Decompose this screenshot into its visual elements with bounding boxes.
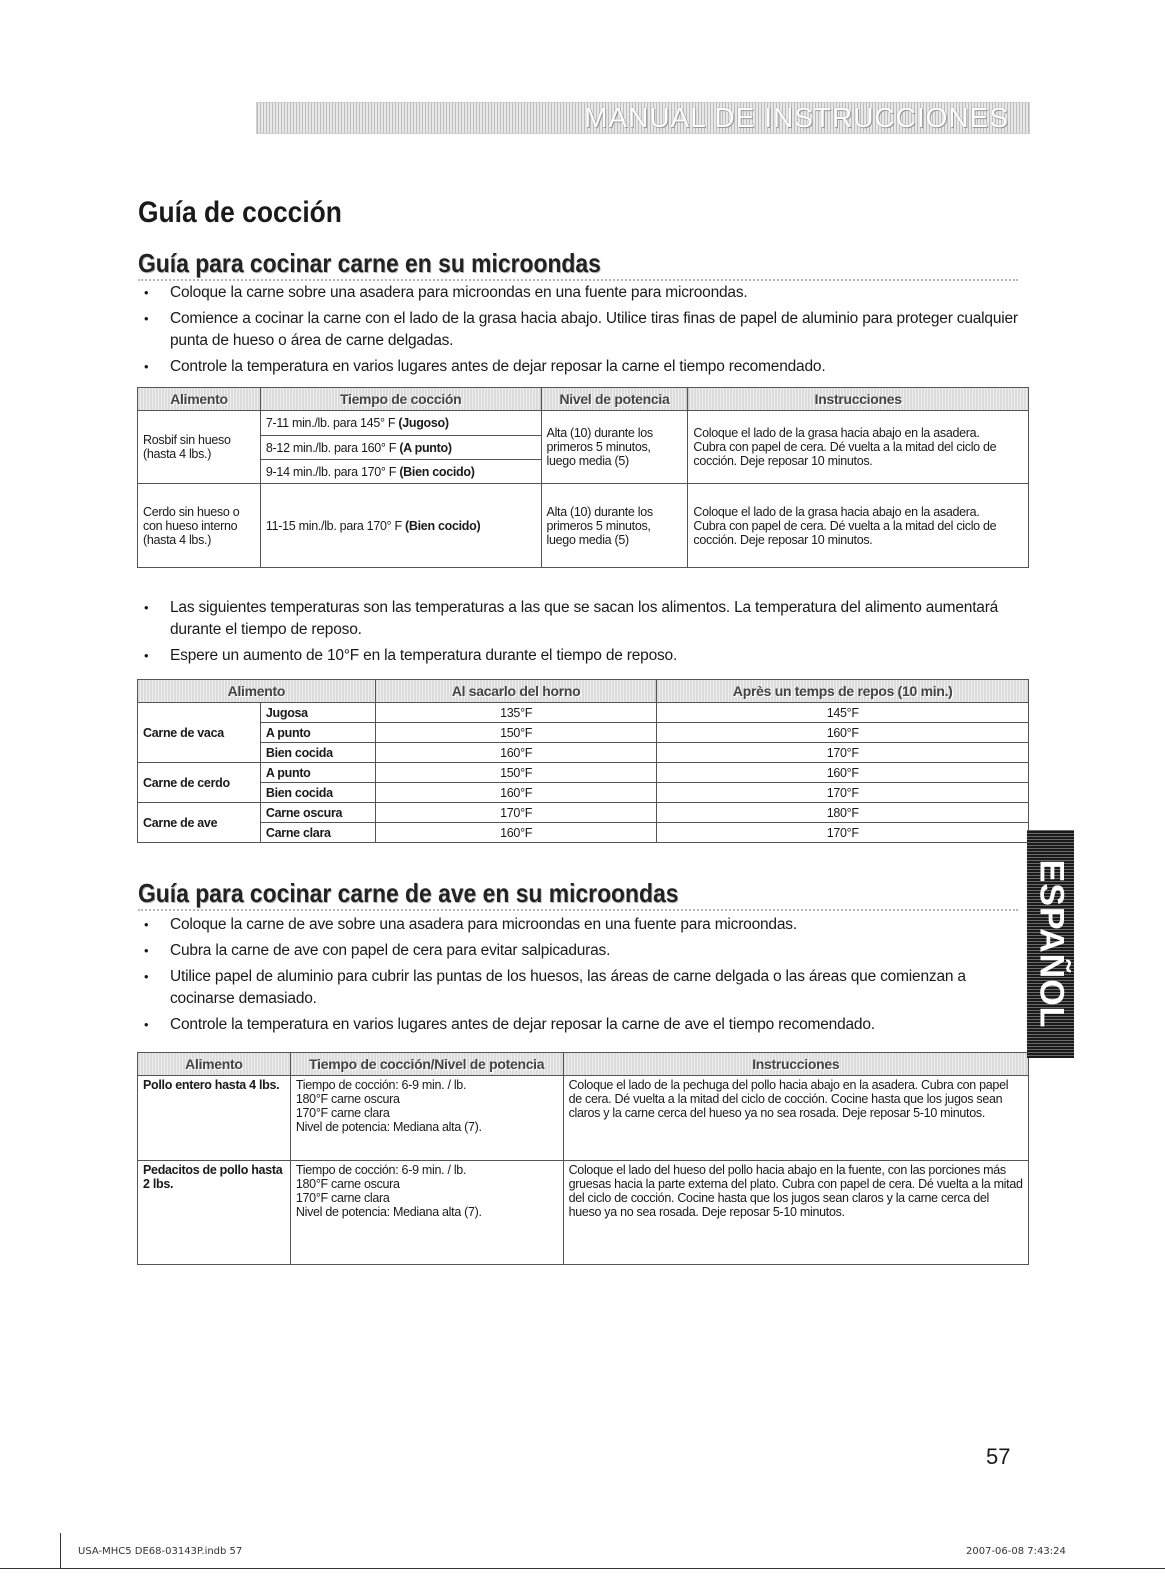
time-cell	[260, 411, 541, 436]
table-header: Tiempo de cocción/Nivel de potencia	[290, 1053, 563, 1076]
table-header: Après un temps de repos (10 min.)	[657, 680, 1029, 703]
crop-mark	[60, 1533, 61, 1569]
dark-meat-temp-text: 180°F carne oscura	[295, 1092, 400, 1106]
removal-temp-cell: 135°F	[375, 703, 657, 723]
footer-timestamp: 2007-06-08 7:43:24	[966, 1546, 1066, 1557]
table-header: Tiempo de cocción	[260, 388, 541, 411]
list-item: • Controle la temperatura en varios lugares antes de dejar reposar la carne de ave el tiempo recomendado.	[138, 1014, 1018, 1036]
rest-temp-cell: 170°F	[657, 823, 1029, 843]
instruction-text: Cubra con papel de cera. Dé vuelta a la mitad del ciclo de cocción. Deje reposar 10 minutos.	[693, 440, 997, 468]
meat-bullet-list	[138, 282, 1018, 382]
instructions-cell: Coloque el lado de la pechuga del pollo hacia abajo en la asadera. Cubra con papel de cera. Dé vuelta a la mitad del ciclo de cocción. Cocine hasta que los jugos sean claros y la carne cerca del hueso ya no sea rosada. Deje reposar 5-10 minutos.	[563, 1076, 1028, 1161]
time-cell	[260, 460, 541, 484]
section-title-poultry-text: Guía para cocinar carne de ave en su microondas	[138, 878, 679, 908]
removal-temp-cell: 160°F	[375, 783, 657, 803]
list-item: • Controle la temperatura en varios lugares antes de dejar reposar la carne el tiempo recomendado.	[138, 356, 1018, 378]
rest-temp-cell: 160°F	[657, 763, 1029, 783]
power-level-text: Nivel de potencia: Mediana alta (7).	[295, 1120, 482, 1134]
cook-time-text: Tiempo de cocción: 6-9 min. / lb.	[295, 1078, 467, 1092]
removal-temp-cell: 160°F	[375, 743, 657, 763]
doneness-text: (A punto)	[399, 440, 452, 455]
list-item: • Comience a cocinar la carne con el lado de la grasa hacia abajo. Utilice tiras finas de papel de aluminio para proteger cualquier punta de hueso o área de carne delgadas.	[138, 308, 1018, 352]
time-text: 8-12 min./lb. para 160° F	[265, 440, 397, 455]
language-side-tab	[1027, 830, 1074, 1058]
poultry-cooking-table	[137, 1052, 1029, 1265]
table-header: Alimento	[138, 1053, 291, 1076]
power-level-text: Nivel de potencia: Mediana alta (7).	[295, 1205, 482, 1219]
table-header: Alimento	[138, 680, 376, 703]
table-header: Nivel de potencia	[541, 388, 688, 411]
list-item: • Las siguientes temperaturas son las temperaturas a las que se sacan los alimentos. La temperatura del alimento aumentará durante el tiempo de reposo.	[138, 597, 1018, 641]
page-number: 57	[986, 1444, 1011, 1469]
meat-cooking-table	[137, 387, 1029, 568]
time-text: 11-15 min./lb. para 170° F	[265, 518, 402, 533]
instructions-cell	[688, 484, 1029, 568]
header-banner	[256, 102, 1030, 134]
doneness-cell: Carne oscura	[260, 803, 375, 823]
rest-temp-cell: 180°F	[657, 803, 1029, 823]
food-cell: Pedacitos de pollo hasta 2 lbs.	[138, 1161, 291, 1265]
doneness-text: (Bien cocido)	[399, 464, 475, 479]
food-cell: Pollo entero hasta 4 lbs.	[138, 1076, 291, 1161]
table-header: Instrucciones	[688, 388, 1029, 411]
removal-temp-cell: 150°F	[375, 763, 657, 783]
poultry-bullet-list	[138, 914, 1018, 1040]
meat-type-cell: Carne de cerdo	[138, 763, 261, 803]
doneness-cell: Bien cocida	[260, 743, 375, 763]
food-cell: Rosbif sin hueso (hasta 4 lbs.)	[138, 411, 261, 484]
list-item: • Utilice papel de aluminio para cubrir las puntas de los huesos, las áreas de carne delgada o las áreas que comienzan a cocinarse demasiado.	[138, 966, 1018, 1010]
list-item: • Cubra la carne de ave con papel de cera para evitar salpicaduras.	[138, 940, 1018, 962]
section-title-meat	[138, 248, 1018, 281]
rest-temp-cell: 160°F	[657, 723, 1029, 743]
doneness-cell: Carne clara	[260, 823, 375, 843]
instruction-text: Coloque el lado de la grasa hacia abajo en la asadera.	[693, 504, 980, 519]
doneness-cell: A punto	[260, 763, 375, 783]
time-power-cell	[290, 1076, 563, 1161]
time-text: 9-14 min./lb. para 170° F	[265, 464, 397, 479]
rest-temp-cell: 145°F	[657, 703, 1029, 723]
footer-file-info: USA-MHC5 DE68-03143P.indb 57	[78, 1546, 243, 1557]
instruction-text: Cubra con papel de cera. Dé vuelta a la mitad del ciclo de cocción. Deje reposar 10 minutos.	[693, 518, 997, 547]
food-cell: Cerdo sin hueso o con hueso interno (hasta 4 lbs.)	[138, 484, 261, 568]
list-item: • Coloque la carne sobre una asadera para microondas en una fuente para microondas.	[138, 282, 1018, 304]
cook-time-text: Tiempo de cocción: 6-9 min. / lb.	[295, 1163, 467, 1177]
time-text: 7-11 min./lb. para 145° F	[265, 416, 396, 430]
page-title: Guía de cocción	[138, 196, 342, 229]
light-meat-temp-text: 170°F carne clara	[295, 1106, 390, 1120]
power-cell: Alta (10) durante los primeros 5 minutos, luego media (5)	[541, 484, 688, 568]
list-item: • Coloque la carne de ave sobre una asadera para microondas en una fuente para microondas.	[138, 914, 1018, 936]
section-title-poultry	[138, 878, 1018, 911]
rest-temp-cell: 170°F	[657, 743, 1029, 763]
list-item: • Espere un aumento de 10°F en la temperatura durante el tiempo de reposo.	[138, 645, 1018, 667]
time-power-cell	[290, 1161, 563, 1265]
instructions-cell	[688, 411, 1029, 484]
doneness-text: (Jugoso)	[398, 416, 449, 430]
time-cell	[260, 484, 541, 568]
time-cell	[260, 436, 541, 460]
power-cell: Alta (10) durante los primeros 5 minutos, luego media (5)	[541, 411, 688, 484]
banner-title: MANUAL DE INSTRUCCIONES	[584, 102, 1009, 133]
doneness-cell: A punto	[260, 723, 375, 743]
temperature-table	[137, 679, 1029, 843]
section-title-meat-text: Guía para cocinar carne en su microondas	[138, 248, 601, 278]
removal-temp-cell: 170°F	[375, 803, 657, 823]
meat-type-cell: Carne de ave	[138, 803, 261, 843]
crop-mark	[0, 1568, 1165, 1569]
light-meat-temp-text: 170°F carne clara	[295, 1191, 390, 1205]
table-header: Alimento	[138, 388, 261, 411]
temperature-bullet-list	[138, 597, 1018, 671]
dark-meat-temp-text: 180°F carne oscura	[295, 1177, 400, 1191]
table-header: Al sacarlo del horno	[375, 680, 657, 703]
doneness-text: (Bien cocido)	[405, 518, 481, 533]
rest-temp-cell: 170°F	[657, 783, 1029, 803]
removal-temp-cell: 150°F	[375, 723, 657, 743]
doneness-cell: Jugosa	[260, 703, 375, 723]
instruction-text: Coloque el lado de la grasa hacia abajo en la asadera.	[693, 426, 980, 440]
removal-temp-cell: 160°F	[375, 823, 657, 843]
meat-type-cell: Carne de vaca	[138, 703, 261, 763]
doneness-cell: Bien cocida	[260, 783, 375, 803]
instructions-cell: Coloque el lado del hueso del pollo hacia abajo en la fuente, con las porciones más gruesas hacia la parte externa del plato. Cubra con papel de cera. Dé vuelta a la mitad del ciclo de cocción. Cocine hasta que los jugos sean claros y la carne cerca del hueso ya no sea rosada. Deje reposar 5-10 minutos.	[563, 1161, 1028, 1265]
side-tab-label: ESPAÑOL	[1032, 859, 1070, 1029]
table-header: Instrucciones	[563, 1053, 1028, 1076]
